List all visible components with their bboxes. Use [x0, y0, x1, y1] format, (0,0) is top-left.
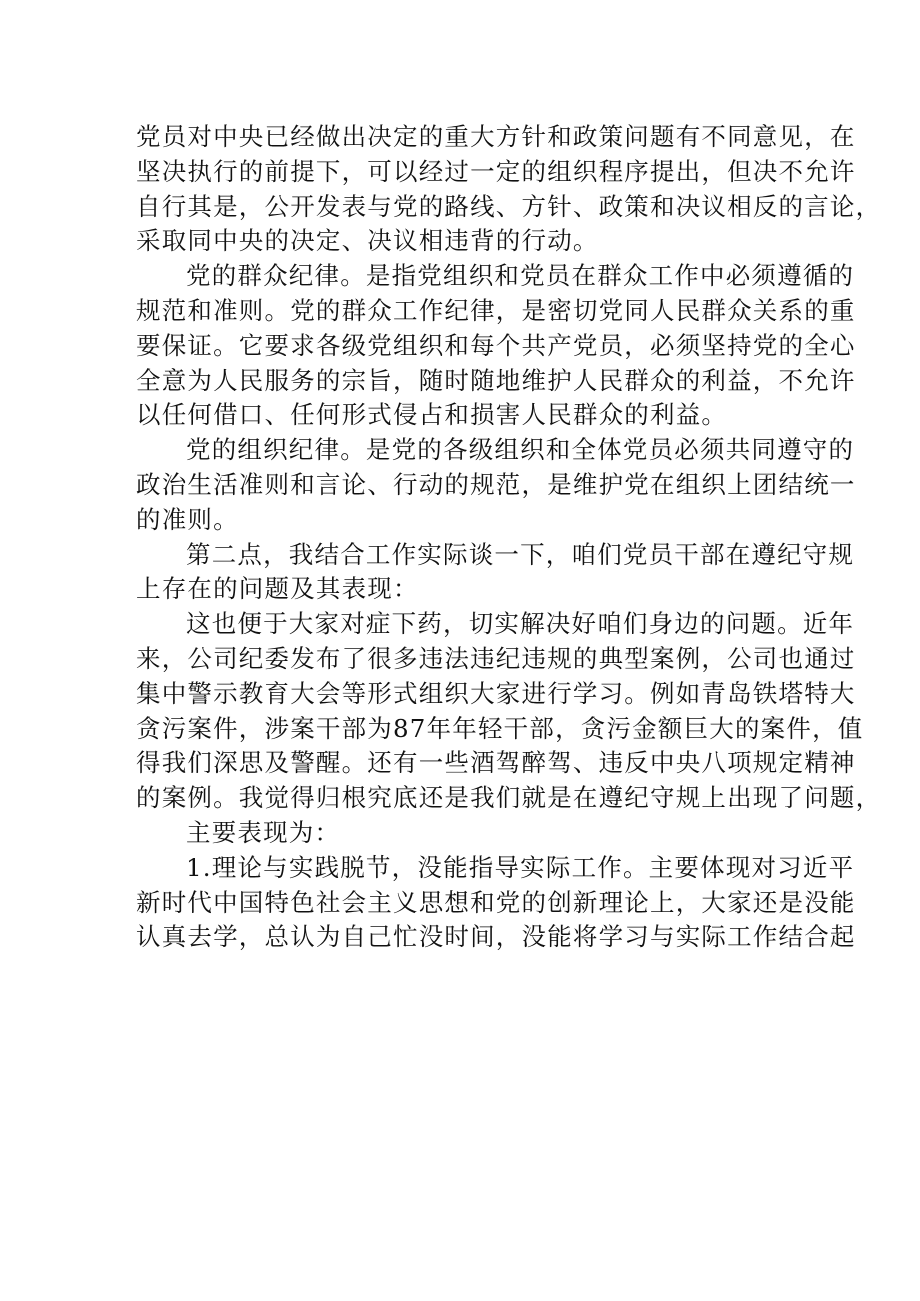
- text-line: 党的群众纪律。是指党组织和党员在群众工作中必须遵循的: [186, 261, 855, 291]
- text-line: 规范和准则。党的群众工作纪律，是密切党同人民群众关系的重: [136, 295, 856, 325]
- text-line: 第二点，我结合工作实际谈一下，咱们党员干部在遵纪守规: [186, 539, 855, 569]
- text-line: 党员对中央已经做出决定的重大方针和政策问题有不同意见，在: [136, 122, 856, 151]
- text-line: 政治生活准则和言论、行动的规范，是维护党在组织上团结统一: [136, 469, 856, 499]
- text-line: 这也便于大家对症下药，切实解决好咱们身边的问题。近年: [186, 609, 855, 639]
- text-line: 得我们深思及警醒。还有一些酒驾醉驾、违反中央八项规定精神: [136, 748, 856, 778]
- text-line: 1.理论与实践脱节，没能指导实际工作。主要体现对习近平: [186, 852, 855, 882]
- document-body: [136, 120, 882, 955]
- paragraph: [136, 433, 856, 537]
- paragraph: [136, 259, 856, 433]
- paragraph: [136, 607, 882, 816]
- text-line: 的案例。我觉得归根究底还是我们就是在遵纪守规上出现了问题，: [136, 783, 882, 813]
- text-line: 全意为人民服务的宗旨，随时随地维护人民群众的利益，不允许: [136, 365, 856, 395]
- text-line: 坚决执行的前提下，可以经过一定的组织程序提出，但决不允许: [136, 156, 856, 186]
- text-line: 贪污案件，涉案干部为87年年轻干部，贪污金额巨大的案件，值: [136, 713, 864, 743]
- text-line: 采取同中央的决定、决议相违背的行动。: [136, 226, 599, 256]
- text-line: 认真去学，总认为自己忙没时间，没能将学习与实际工作结合起: [136, 922, 856, 952]
- text-line: 来，公司纪委发布了很多违法违纪违规的典型案例，公司也通过: [136, 643, 856, 673]
- text-line: 上存在的问题及其表现：: [136, 574, 419, 604]
- text-line: 集中警示教育大会等形式组织大家进行学习。例如青岛铁塔特大: [136, 678, 856, 708]
- text-line: 主要表现为：: [186, 817, 341, 847]
- paragraph: [136, 816, 796, 851]
- text-line: 自行其是，公开发表与党的路线、方针、政策和决议相反的言论，: [136, 191, 882, 221]
- paragraph: [136, 851, 856, 955]
- text-line: 以任何借口、任何形式侵占和损害人民群众的利益。: [136, 400, 728, 430]
- text-line: 党的组织纪律。是党的各级组织和全体党员必须共同遵守的: [186, 435, 855, 465]
- paragraph: [136, 538, 855, 608]
- text-line: 新时代中国特色社会主义思想和党的创新理论上，大家还是没能: [136, 887, 856, 917]
- text-line: 的准则。: [136, 504, 239, 534]
- paragraph: [136, 120, 882, 259]
- text-line: 要保证。它要求各级党组织和每个共产党员，必须坚持党的全心: [136, 330, 856, 360]
